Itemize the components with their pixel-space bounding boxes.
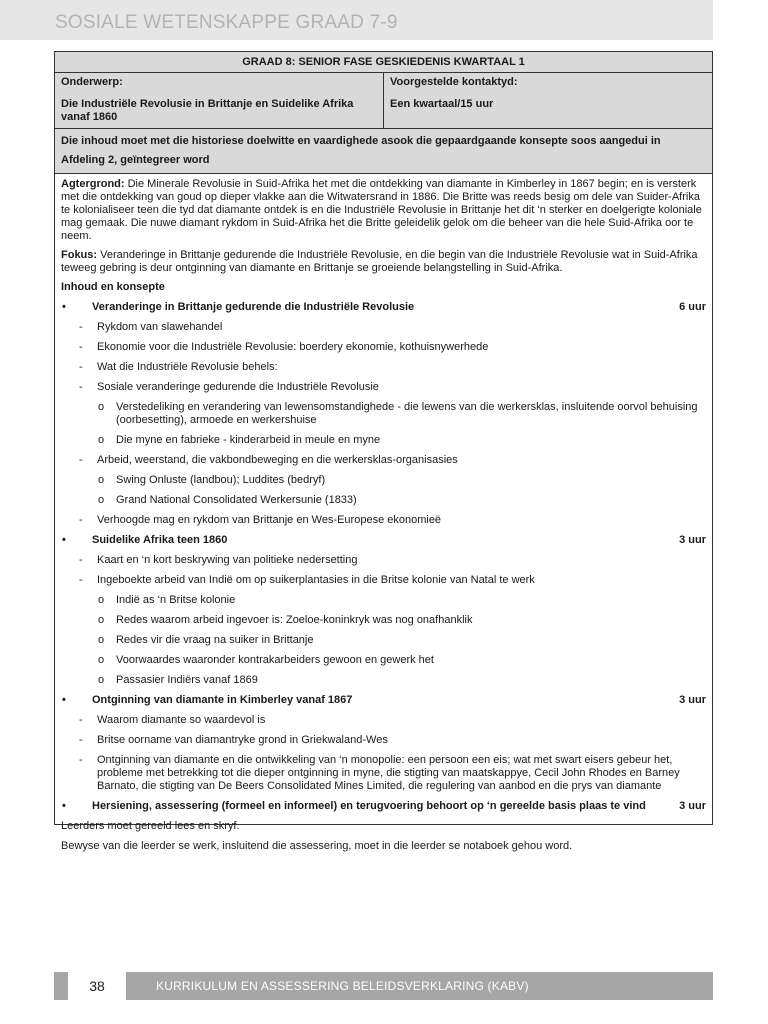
- header-title: SOSIALE WETENSKAPPE GRAAD 7-9: [55, 12, 398, 33]
- dash-marker: -: [79, 714, 83, 726]
- dash-marker: -: [79, 554, 83, 566]
- section-title: Ontginning van diamante in Kimberley vanaf 1867: [92, 694, 353, 706]
- section-title: Veranderinge in Brittanje gedurende die Industriële Revolusie: [92, 301, 415, 313]
- dash-marker: -: [79, 321, 83, 333]
- list-item-text: Waarom diamante so waardevol is: [97, 714, 266, 726]
- list-item: [61, 754, 706, 793]
- list-item: [61, 381, 706, 394]
- list-item-text: Britse oorname van diamantryke grond in Griekwaland-Wes: [97, 734, 388, 746]
- sub-list-item-text: Die myne en fabrieke - kinderarbeid in meule en myne: [116, 434, 381, 446]
- circle-marker: o: [98, 494, 105, 506]
- circle-marker: o: [98, 401, 105, 413]
- time-value: Een kwartaal/15 uur: [390, 98, 494, 110]
- sub-list-item-text: Redes waarom arbeid ingevoer is: Zoeloe-koninkryk was nog onafhanklik: [116, 614, 473, 626]
- sub-list-item-text: Verstedeliking en verandering van lewensomstandighede - die lewens van die werkersklas, insluitende oorvol behuising (oorbesetting), armoede en werkershuise: [116, 401, 698, 426]
- list-item: [61, 514, 706, 527]
- focus-text: Veranderinge in Brittanje gedurende die Industriële Revolusie, en die begin van die Industriële Revolusie wat in Suid-Afrika teweeg gebring is deur ontginning van diamante en Brittanje se groeiende belangstelling in Suid-Afrika.: [61, 249, 698, 274]
- instruction-row: Die inhoud moet met die historiese doelwitte en vaardighede asook die gepaardgaande konsepte soos aangedui in Afdeling 2, geïntegreer word: [55, 129, 712, 174]
- circle-marker: o: [98, 614, 105, 626]
- background-paragraph: [61, 178, 706, 243]
- section-heading: [61, 534, 706, 547]
- content-cell: [55, 174, 712, 852]
- section-hours: 3 uur: [679, 800, 706, 812]
- circle-marker: o: [98, 634, 105, 646]
- list-item: [61, 454, 706, 467]
- section-title: Suidelike Afrika teen 1860: [92, 534, 228, 546]
- topic-value: Die Industriële Revolusie in Brittanje en Suidelike Afrika vanaf 1860: [61, 98, 354, 123]
- list-item-text: Wat die Industriële Revolusie behels:: [97, 361, 278, 373]
- list-item: [61, 341, 706, 354]
- dash-marker: -: [79, 754, 83, 766]
- page-number: 38: [68, 972, 126, 1000]
- sub-list-item: [61, 401, 706, 427]
- section-hours: 3 uur: [679, 534, 706, 546]
- background-label: Agtergrond:: [61, 178, 125, 190]
- list-item: [61, 361, 706, 374]
- focus-paragraph: [61, 249, 706, 275]
- section-title: Hersiening, assessering (formeel en informeel) en terugvoering behoort op ‘n gereelde basis plaas te vind: [92, 800, 646, 812]
- sub-list-item-text: Grand National Consolidated Werkersunie (1833): [116, 494, 357, 506]
- list-item-text: Ontginning van diamante en die ontwikkeling van ‘n monopolie: een persoon een eis; wat met swart eisers gebeur het, probleme met betrekking tot die dieper ontginning in myne, die stigting van maatskappye, Cecil John Rhodes en Barney Barnato, die stigting van De Beers Consolidated Mines Limited, die regulering van aanbod en die prys van diamante: [97, 754, 680, 792]
- bullet-marker: •: [62, 800, 66, 812]
- sub-list-item: [61, 494, 706, 507]
- closing-line-2: Bewyse van die leerder se werk, insluitend die assessering, moet in die leerder se notaboek gehou word.: [61, 840, 573, 852]
- section-heading: [61, 800, 706, 813]
- circle-marker: o: [98, 434, 105, 446]
- footer-text: KURRIKULUM EN ASSESSERING BELEIDSVERKLARING (KABV): [156, 979, 529, 993]
- page-header: [0, 0, 713, 40]
- sub-list-item-text: Voorwaardes waaronder kontrakarbeiders gewoon en gewerk het: [116, 654, 434, 666]
- dash-marker: -: [79, 361, 83, 373]
- circle-marker: o: [98, 594, 105, 606]
- time-label: Voorgestelde kontaktyd:: [390, 76, 518, 88]
- topic-label: Onderwerp:: [61, 76, 123, 88]
- list-item: [61, 734, 706, 747]
- list-item-text: Verhoogde mag en rykdom van Brittanje en Wes-Europese ekonomieë: [97, 514, 442, 526]
- list-item: [61, 714, 706, 727]
- sub-list-item-text: Passasier Indiërs vanaf 1869: [116, 674, 258, 686]
- section-title-wrap: [61, 694, 352, 707]
- sections-list: [61, 301, 706, 813]
- section-hours: 3 uur: [679, 694, 706, 706]
- background-text: Die Minerale Revolusie in Suid-Afrika het met die ontdekking van diamante in Kimberley in 1867 begin; en is versterk met die ontdekking van goud op dieper vlakke aan die Witwatersrand in 1886. Die Britte was reeds besig om dele van Suider-Afrika te kolonialiseer teen die tyd dat diamante ontdek is en die Industriële Revolusie in Brittanje het dit ‘n sterker en doelgerigte koloniale mag gemaak. Die nuwe diamant rykdom in Suid-Afrika het die Britte geleidelik gelok om die beheer van die hele Suid-Afrika oor te neem.: [61, 178, 702, 242]
- sub-list-item: [61, 474, 706, 487]
- dash-marker: -: [79, 514, 83, 526]
- circle-marker: o: [98, 674, 105, 686]
- closing-line-1: Leerders moet gereeld lees en skryf.: [61, 820, 240, 832]
- list-item-text: Sosiale veranderinge gedurende die Industriële Revolusie: [97, 381, 379, 393]
- list-item-text: Arbeid, weerstand, die vakbondbeweging en die werkersklas-organisasies: [97, 454, 458, 466]
- section-title-wrap: [61, 301, 414, 314]
- section-heading: [61, 694, 706, 707]
- time-cell: [384, 73, 712, 128]
- circle-marker: o: [98, 474, 105, 486]
- sub-list-item: [61, 674, 706, 687]
- list-item: [61, 574, 706, 587]
- sub-list-item: [61, 654, 706, 667]
- dash-marker: -: [79, 574, 83, 586]
- dash-marker: -: [79, 734, 83, 746]
- section-title-wrap: [61, 800, 646, 813]
- circle-marker: o: [98, 654, 105, 666]
- list-item-text: Rykdom van slawehandel: [97, 321, 223, 333]
- page-footer: [54, 972, 713, 1000]
- curriculum-table: [54, 51, 713, 852]
- bullet-marker: •: [62, 534, 66, 546]
- sub-list-item-text: Swing Onluste (landbou); Luddites (bedryf): [116, 474, 326, 486]
- sub-list-item-text: Redes vir die vraag na suiker in Brittanje: [116, 634, 314, 646]
- list-item: [61, 321, 706, 334]
- bullet-marker: •: [62, 301, 66, 313]
- section-heading: [61, 301, 706, 314]
- bullet-marker: •: [62, 694, 66, 706]
- topic-cell: [55, 73, 384, 128]
- table-caption: GRAAD 8: SENIOR FASE GESKIEDENIS KWARTAAL 1: [55, 52, 712, 73]
- content-heading: Inhoud en konsepte: [61, 281, 165, 293]
- focus-label: Fokus:: [61, 249, 98, 261]
- list-item-text: Ingeboekte arbeid van Indië om op suikerplantasies in die Britse kolonie van Natal te werk: [97, 574, 535, 586]
- sub-list-item: [61, 434, 706, 447]
- list-item-text: Kaart en ‘n kort beskrywing van politieke nedersetting: [97, 554, 358, 566]
- dash-marker: -: [79, 381, 83, 393]
- section-title-wrap: [61, 534, 227, 547]
- sub-list-item: [61, 594, 706, 607]
- section-hours: 6 uur: [679, 301, 706, 313]
- sub-list-item-text: Indië as ‘n Britse kolonie: [116, 594, 236, 606]
- dash-marker: -: [79, 454, 83, 466]
- dash-marker: -: [79, 341, 83, 353]
- list-item-text: Ekonomie voor die Industriële Revolusie: boerdery ekonomie, kothuisnywerhede: [97, 341, 489, 353]
- topic-row: [55, 73, 712, 129]
- list-item: [61, 554, 706, 567]
- sub-list-item: [61, 614, 706, 627]
- sub-list-item: [61, 634, 706, 647]
